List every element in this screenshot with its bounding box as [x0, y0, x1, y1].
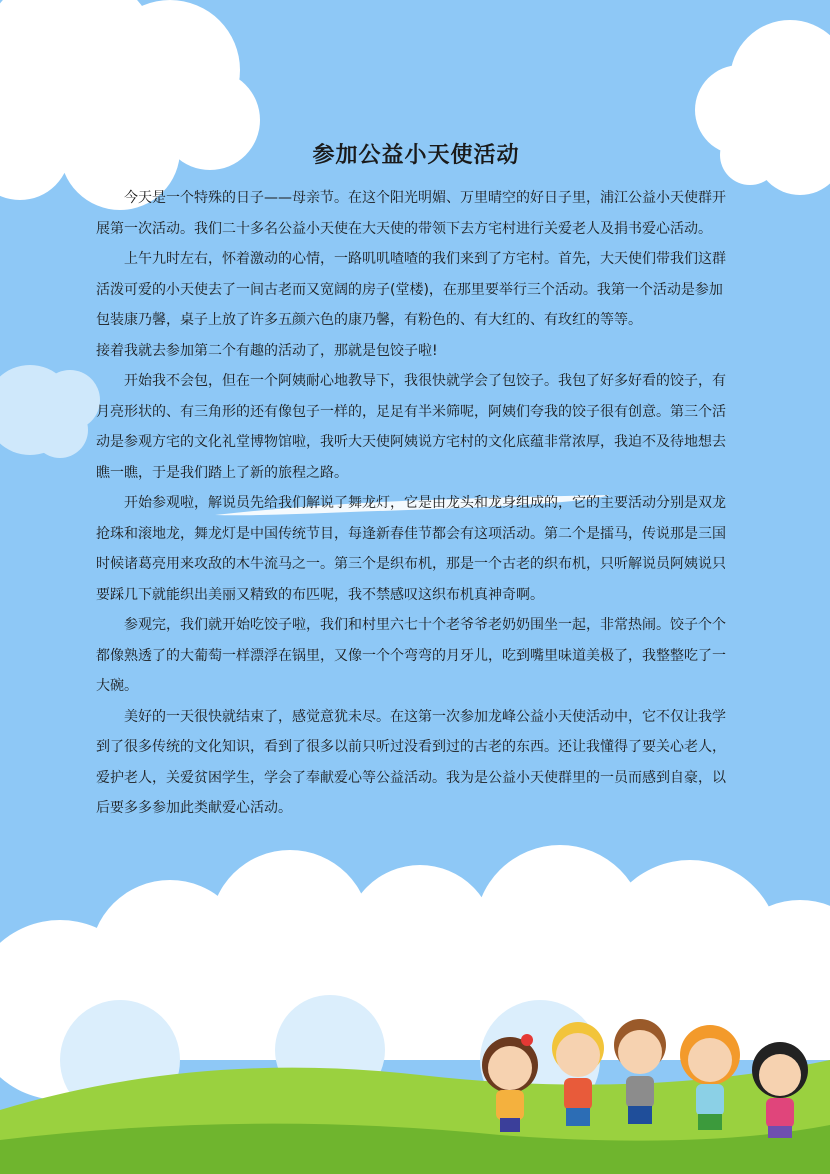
paragraph-7: 美好的一天很快就结束了，感觉意犹未尽。在这第一次参加龙峰公益小天使活动中，它不仅让我学到了很多传统的文化知识，看到了很多以前只听过没看到过的古老的东西。还让我懂得了要关心老人，爱护老人，关爱贫困学生，学会了奉献爱心等公益活动。我为是公益小天使群里的一员而感到自豪，以后要多多参加此类献爱心活动。 [96, 708, 726, 816]
paragraph-3: 接着我就去参加第二个有趣的活动了，那就是包饺子啦! [96, 342, 438, 359]
article [96, 138, 736, 824]
paragraph-1: 今天是一个特殊的日子——母亲节。在这个阳光明媚、万里晴空的好日子里，浦江公益小天使群开展第一次活动。我们二十多名公益小天使在大天使的带领下去方宅村进行关爱老人及捐书爱心活动。 [96, 190, 726, 237]
article-title: 参加公益小天使活动 [312, 143, 520, 168]
paragraph-4: 开始我不会包，但在一个阿姨耐心地教导下，我很快就学会了包饺子。我包了好多好看的饺子，有月亮形状的、有三角形的还有像包子一样的，足足有半米筛呢，阿姨们夸我的饺子很有创意。第三个活动是参观方宅的文化礼堂博物馆啦，我听大天使阿姨说方宅村的文化底蕴非常浓厚，我迫不及待地想去瞧一瞧，于是我们踏上了新的旅程之路。 [96, 373, 726, 481]
paragraph-6: 参观完，我们就开始吃饺子啦，我们和村里六七十个老爷爷老奶奶围坐一起，非常热闹。饺子个个都像熟透了的大葡萄一样漂浮在锅里，又像一个个弯弯的月牙儿，吃到嘴里味道美极了，我整整吃了一大碗。 [96, 617, 726, 694]
paragraph-5: 开始参观啦，解说员先给我们解说了舞龙灯，它是由龙头和龙身组成的，它的主要活动分别是双龙抢珠和滚地龙，舞龙灯是中国传统节目，每逢新春佳节都会有这项活动。第二个是擂马，传说那是三国时候诸葛亮用来攻敌的木牛流马之一。第三个是织布机，那是一个古老的织布机，只听解说员阿姨说只要踩几下就能织出美丽又精致的布匹呢，我不禁感叹这织布机真神奇啊。 [96, 495, 726, 603]
paragraph-2: 上午九时左右，怀着激动的心情，一路叽叽喳喳的我们来到了方宅村。首先，大天使们带我们这群活泼可爱的小天使去了一间古老而又宽阔的房子(堂楼)，在那里要举行三个活动。我第一个活动是参加包装康乃馨，桌子上放了许多五颜六色的康乃馨，有粉色的、有大红的、有玫红的等等。 [96, 251, 726, 328]
